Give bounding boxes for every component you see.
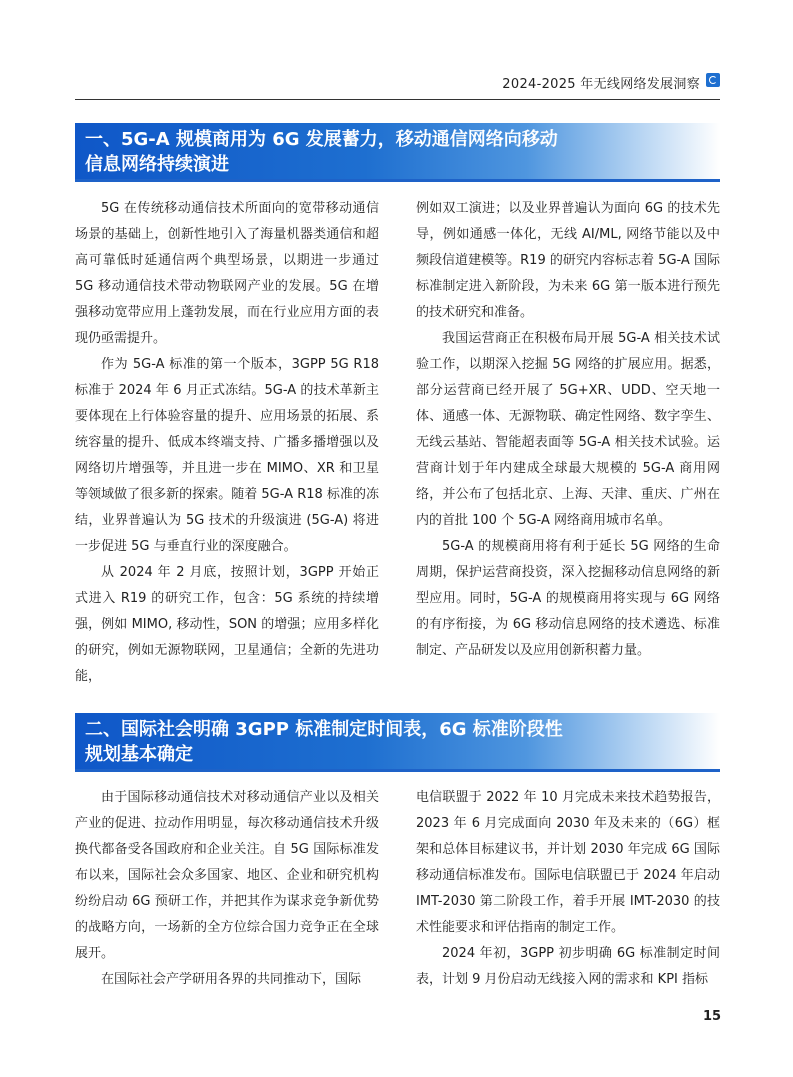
section-1-title-line-1: 一、5G-A 规模商用为 6G 发展蓄力，移动通信网络向移动 [85, 129, 558, 150]
paragraph: 2024 年初，3GPP 初步明确 6G 标准制定时间表，计划 9 月份启动无线接入网的需求和 KPI 指标 [416, 946, 720, 987]
section-1-underline [75, 179, 720, 182]
publisher-logo-icon [706, 73, 720, 87]
header-title: 2024-2025 年无线网络发展洞察 [502, 77, 700, 92]
page-header [75, 70, 720, 100]
page-number: 15 [703, 1009, 722, 1024]
section-2-title-line-1: 二、国际社会明确 3GPP 标准制定时间表，6G 标准阶段性 [85, 719, 563, 740]
paragraph: 5G 在传统移动通信技术所面向的宽带移动通信场景的基础上，创新性地引入了海量机器类通信和超高可靠低时延通信两个典型场景，以期进一步通过 5G 移动通信技术带动物联网产业的发展。5G 在增强移动宽带应用上蓬勃发展，而在行业应用方面的表现仍亟需提升。 [75, 201, 379, 346]
paragraph: 我国运营商正在积极布局开展 5G-A 相关技术试验工作，以期深入挖掘 5G 网络的扩展应用。据悉，部分运营商已经开展了 5G+XR、UDD、空天地一体、通感一体、无源物联、确定性网络、数字孪生、无线云基站、智能超表面等 5G-A 相关技术试验。运营商计划于年内建成全球最大规模的 5G-A 商用网络，并公布了包括北京、上海、天津、重庆、广州在内的首批 100 个 5G-A 网络商用城市名单。 [416, 331, 720, 528]
section-1-title-line-2: 信息网络持续演进 [85, 154, 229, 175]
section-1-heading [75, 123, 720, 181]
section-2-right-column [416, 785, 720, 993]
paragraph: 从 2024 年 2 月底，按照计划，3GPP 开始正式进入 R19 的研究工作，包含：5G 系统的持续增强，例如 MIMO, 移动性，SON 的增强；应用多样化的研究，例如无源物联网，卫星通信；全新的先进功能， [75, 565, 379, 684]
paragraph: 由于国际移动通信技术对移动通信产业以及相关产业的促进、拉动作用明显，每次移动通信技术升级换代都备受各国政府和企业关注。自 5G 国际标准发布以来，国际社会众多国家、地区、企业和研究机构纷纷启动 6G 预研工作，并把其作为谋求竞争新优势的战略方向，一场新的全方位综合国力竞争正在全球展开。 [75, 790, 379, 961]
section-2-title-line-2: 规划基本确定 [85, 744, 193, 765]
section-1-right-column [416, 196, 720, 664]
paragraph: 例如双工演进；以及业界普遍认为面向 6G 的技术先导，例如通感一体化，无线 AI/ML, 网络节能以及中频段信道建模等。R19 的研究内容标志着 5G-A 国际标准制定进入新阶段，为未来 6G 第一版本进行预先的技术研究和准备。 [416, 201, 720, 320]
paragraph: 作为 5G-A 标准的第一个版本，3GPP 5G R18 标准于 2024 年 6 月正式冻结。5G-A 的技术革新主要体现在上行体验容量的提升、应用场景的拓展、系统容量的提升、低成本终端支持、广播多播增强以及网络切片增强等，并且进一步在 MIMO、XR 和卫星等领域做了很多新的探索。随着 5G-A R18 标准的冻结，业界普遍认为 5G 技术的升级演进 (5G-A) 将进一步促进 5G 与垂直行业的深度融合。 [75, 357, 379, 554]
paragraph: 5G-A 的规模商用将有利于延长 5G 网络的生命周期，保护运营商投资，深入挖掘移动信息网络的新型应用。同时，5G-A 的规模商用将实现与 6G 网络的有序衔接，为 6G 移动信息网络的技术遴选、标准制定、产品研发以及应用创新积蓄力量。 [416, 539, 720, 658]
section-2-underline [75, 769, 720, 772]
section-1-left-column [75, 196, 379, 690]
paragraph: 在国际社会产学研用各界的共同推动下，国际 [101, 972, 362, 987]
section-2-heading [75, 713, 720, 771]
section-2-left-column [75, 785, 379, 993]
paragraph: 电信联盟于 2022 年 10 月完成未来技术趋势报告，2023 年 6 月完成面向 2030 年及未来的（6G）框架和总体目标建议书，并计划 2030 年完成 6G 国际移动通信标准发布。国际电信联盟已于 2024 年启动 IMT-2030 第二阶段工作，着手开展 IMT-2030 的技术性能要求和评估指南的制定工作。 [416, 790, 720, 935]
